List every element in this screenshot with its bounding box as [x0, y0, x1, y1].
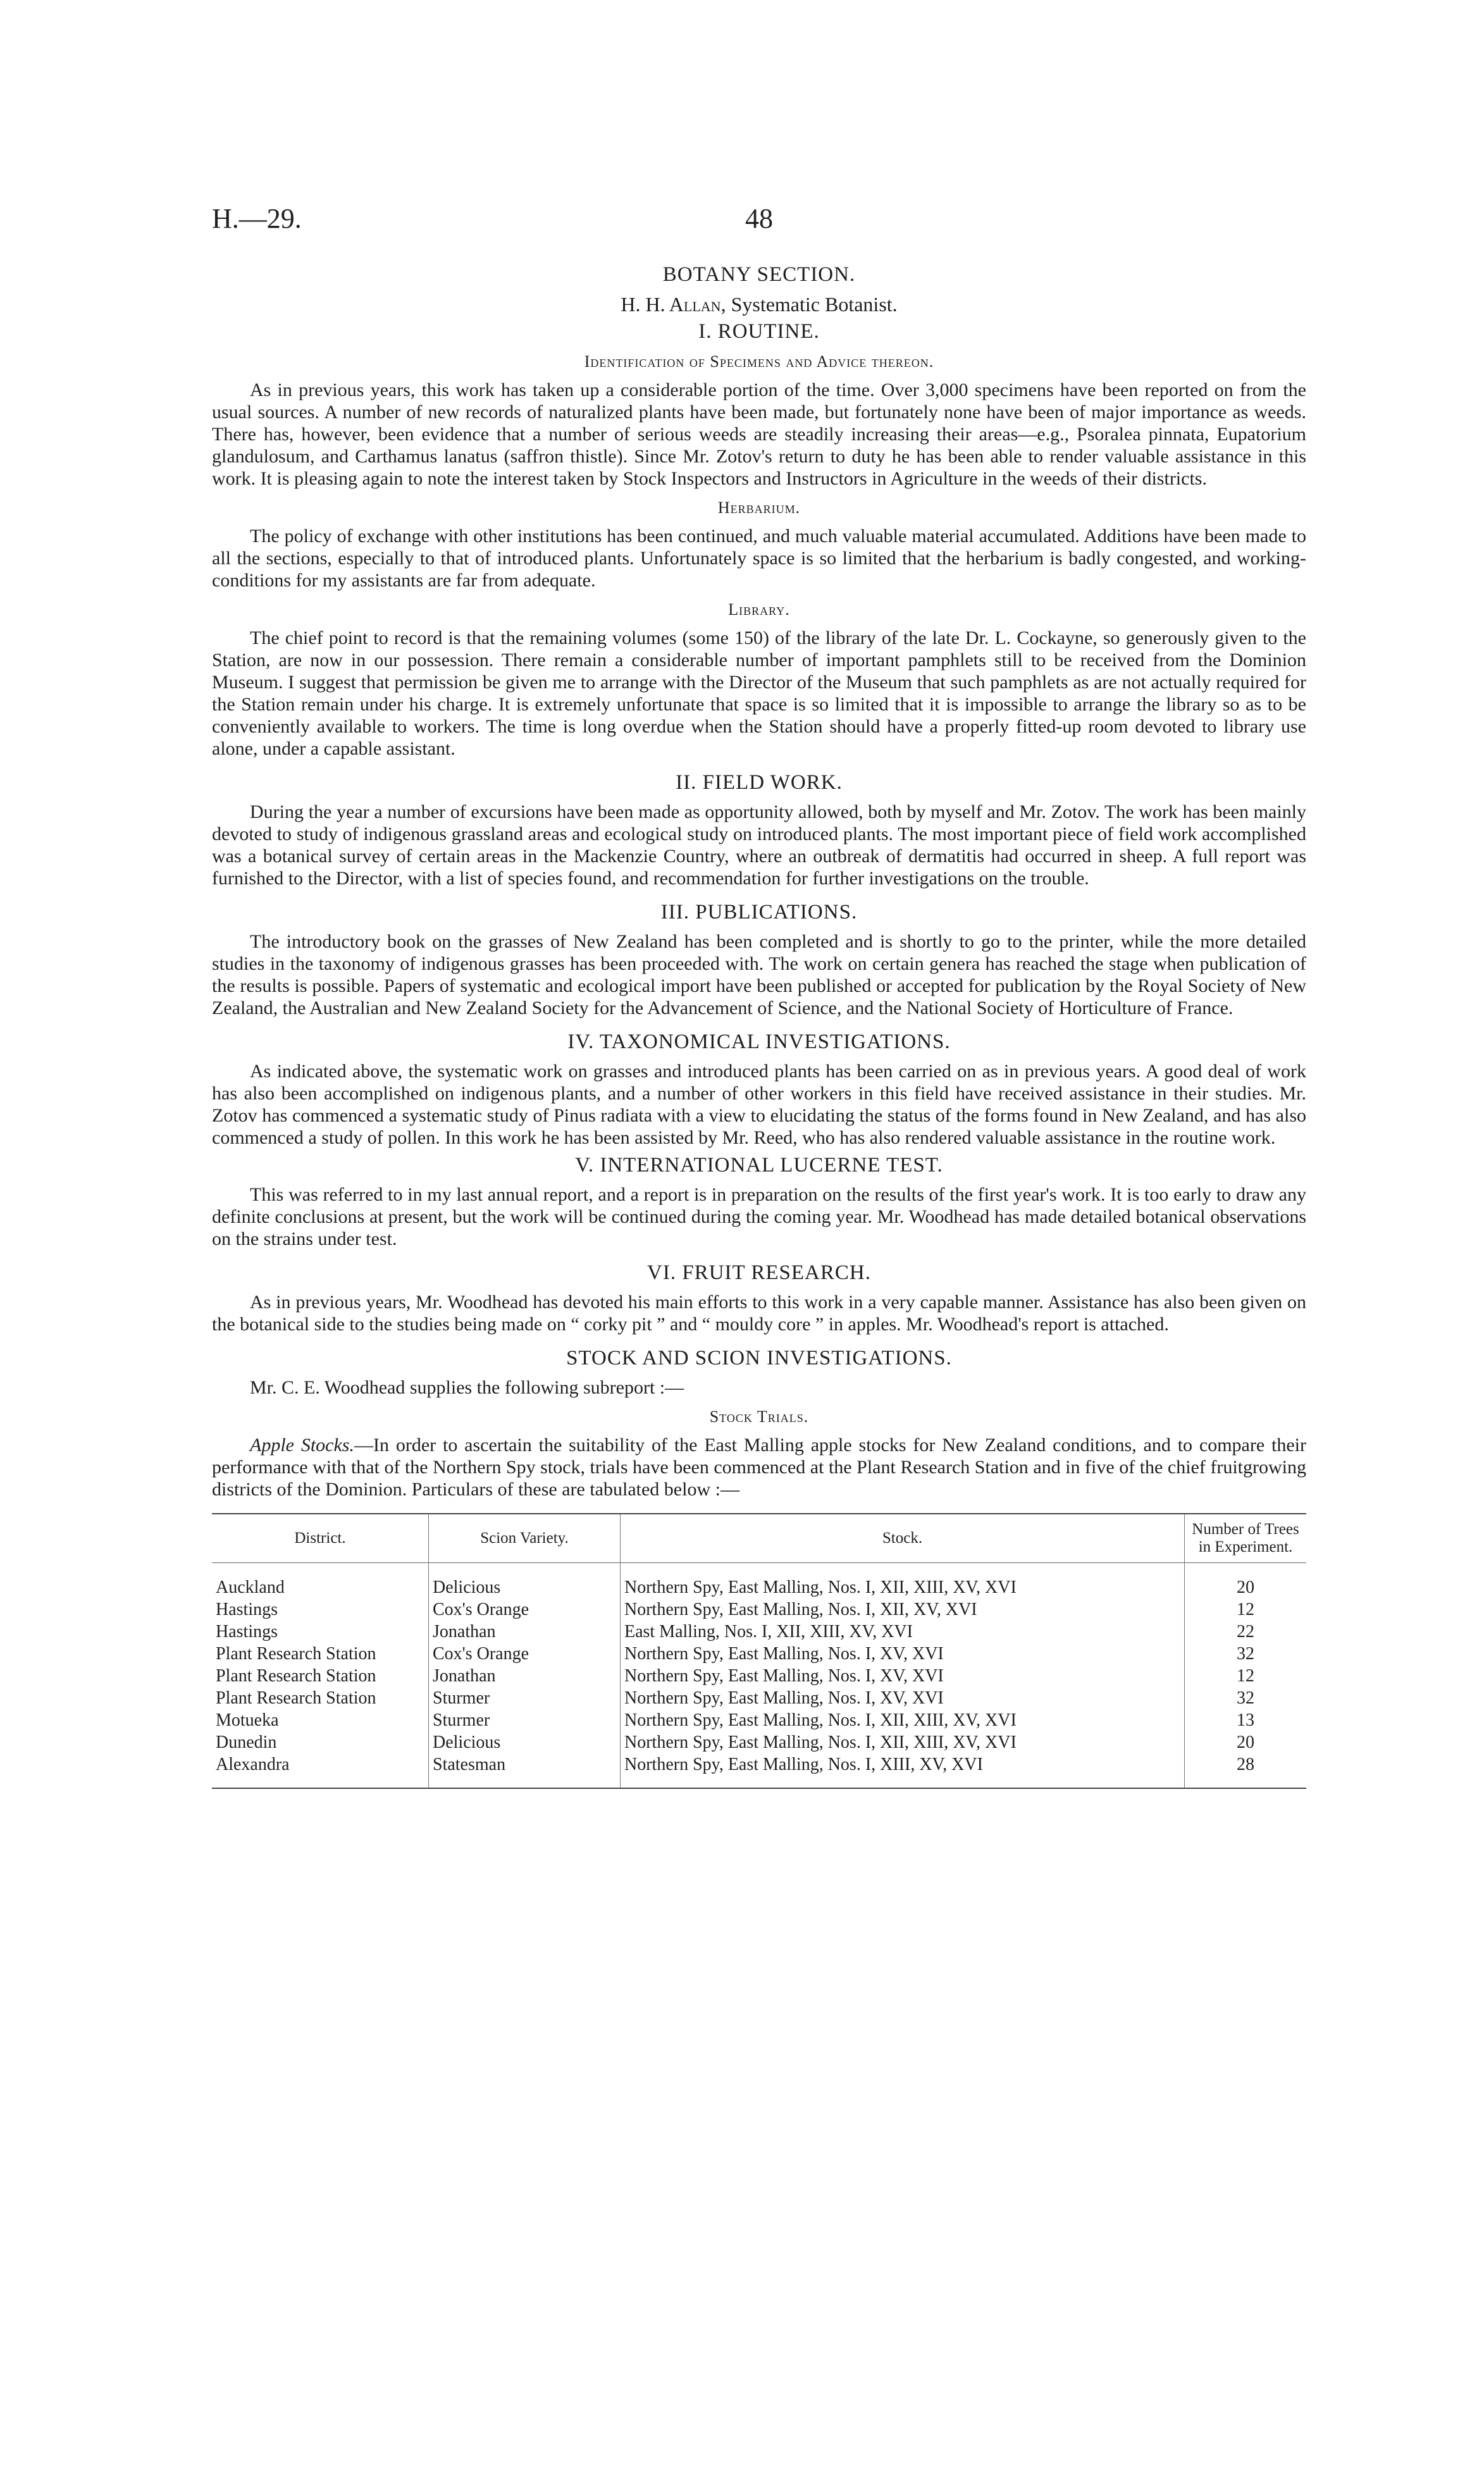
fruit-research-heading: VI. FRUIT RESEARCH.	[647, 1261, 871, 1284]
cell-stock: East Malling, Nos. I, XII, XIII, XV, XVI	[621, 1621, 1185, 1643]
author-name: H. H. Allan	[621, 293, 721, 316]
table-row	[212, 1643, 1306, 1665]
identification-subheading: Identification of Specimens and Advice thereon.	[584, 352, 934, 371]
table-row	[212, 1731, 1306, 1753]
cell-district: Hastings	[216, 1600, 278, 1619]
library-paragraph: The chief point to record is that the remaining volumes (some 150) of the library of the late Dr. L. Cockayne, so generously given to the Station, are now in our possession. There remain a considerable number of important pamphlets still to be received from the Dominion Museum. I suggest that permission be given me to arrange with the Director of the Museum that such pamphlets as are not actually required for the Station remain under his charge. It is extremely unfortunate that space is so limited that it is impossible to arrange the library so as to be conveniently available to workers. The time is long overdue when the Station should have a properly fitted-up room devoted to library use alone, under a capable assistant.	[212, 627, 1306, 759]
cell-stock: Northern Spy, East Malling, Nos. I, XV, XVI	[621, 1643, 1185, 1665]
cell-number: 20	[1185, 1563, 1307, 1599]
table-row	[212, 1563, 1306, 1599]
page-header	[212, 202, 1306, 247]
taxonomical-heading: IV. TAXONOMICAL INVESTIGATIONS.	[567, 1030, 951, 1053]
cell-scion: Cox's Orange	[429, 1643, 621, 1665]
apple-stocks-paragraph	[212, 1434, 1306, 1500]
publications-paragraph: The introductory book on the grasses of New Zealand has been completed and is shortly to go to the printer, while the more detailed studies in the taxonomy of indigenous grasses has been proceeded with. The work on certain genera has reached the stage when publication of the results is possible. Papers of systematic and ecological import have been published or accepted for publication by the Royal Society of New Zealand, the Australian and New Zealand Society for the Advancement of Science, and the National Society of Horticulture of France.	[212, 931, 1306, 1018]
section-title: BOTANY SECTION.	[662, 263, 856, 286]
cell-district: Alexandra	[212, 1753, 429, 1788]
stock-trials-table	[212, 1513, 1306, 1789]
fruit-research-paragraph: As in previous years, Mr. Woodhead has devoted his main efforts to this work in a very capable manner. Assistance has also been given on the botanical side to the studies being made on “ corky pit ” and “ mouldy core ” in apples. Mr. Woodhead's report is attached.	[212, 1292, 1306, 1335]
herbarium-paragraph: The policy of exchange with other institutions has been continued, and much valuable material accumulated. Additions have been made to all the sections, especially to that of introduced plants. Unfortunately space is so limited that the herbarium is badly congested, and working-conditions for my assistants are far from adequate.	[212, 526, 1306, 591]
cell-stock: Northern Spy, East Malling, Nos. I, XIII, XV, XVI	[621, 1753, 1185, 1788]
field-work-heading: II. FIELD WORK.	[676, 771, 843, 794]
table-header-row	[212, 1514, 1306, 1563]
cell-number: 32	[1185, 1643, 1307, 1665]
cell-district: Auckland	[216, 1578, 285, 1597]
cell-stock: Northern Spy, East Malling, Nos. I, XII, XIII, XV, XVI	[621, 1709, 1185, 1731]
apple-stocks-lead: Apple Stocks.	[250, 1435, 354, 1456]
taxonomical-paragraph: As indicated above, the systematic work on grasses and introduced plants has been carried on as in previous years. A good deal of work has also been accomplished on indigenous plants, and a number of other workers in this field have received assistance in their studies. Mr. Zotov has commenced a systematic study of Pinus radiata with a view to elucidating the status of the forms found in New Zealand, and has also commenced a study of pollen. In this work he has been assisted by Mr. Reed, who has also rendered valuable assistance in the routine work.	[212, 1061, 1306, 1148]
cell-scion: Statesman	[429, 1753, 621, 1788]
cell-stock: Northern Spy, East Malling, Nos. I, XII, XIII, XV, XVI	[621, 1563, 1185, 1599]
table-row	[212, 1665, 1306, 1687]
stock-scion-heading: STOCK AND SCION INVESTIGATIONS.	[566, 1347, 952, 1369]
cell-number: 13	[1185, 1709, 1307, 1731]
cell-number: 12	[1185, 1665, 1307, 1687]
header-number-of-trees: Number of Trees in Experiment.	[1185, 1514, 1307, 1563]
header-stock: Stock.	[621, 1514, 1185, 1563]
cell-stock: Northern Spy, East Malling, Nos. I, XII, XIII, XV, XVI	[621, 1731, 1185, 1753]
cell-scion: Jonathan	[429, 1621, 621, 1643]
document-page	[212, 202, 1306, 1789]
table-row	[212, 1687, 1306, 1709]
author-line	[212, 293, 1306, 316]
table-row	[212, 1753, 1306, 1788]
document-reference: H.—29.	[212, 203, 302, 234]
subreport-intro: Mr. C. E. Woodhead supplies the following subreport :—	[250, 1377, 684, 1398]
cell-scion: Sturmer	[429, 1709, 621, 1731]
apple-stocks-text: —In order to ascertain the suitability of the East Malling apple stocks for New Zealand conditions, and to compare their performance with that of the Northern Spy stock, trials have been commenced at the Plant Research Station and in five of the chief fruitgrowing districts of the Dominion. Particulars of these are tabulated below :—	[212, 1435, 1306, 1500]
cell-district: Plant Research Station	[216, 1666, 376, 1686]
stock-trials-subheading: Stock Trials.	[709, 1407, 809, 1426]
identification-paragraph: As in previous years, this work has taken up a considerable portion of the time. Over 3,000 specimens have been reported on from the usual sources. A number of new records of naturalized plants have been made, but fortunately none have been of major importance as weeds. There has, however, been evidence that a number of serious weeds are steadily increasing their areas—e.g., Psoralea pinnata, Eupatorium glandulosum, and Carthamus lanatus (saffron thistle). Since Mr. Zotov's return to duty he has been able to render valuable assistance in this work. It is pleasing again to note the interest taken by Stock Inspectors and Instructors in Agriculture in the weeds of their districts.	[212, 380, 1306, 489]
cell-district: Hastings	[216, 1622, 278, 1641]
cell-district: Plant Research Station	[216, 1644, 376, 1664]
cell-number: 32	[1185, 1687, 1307, 1709]
cell-number: 20	[1185, 1731, 1307, 1753]
cell-stock: Northern Spy, East Malling, Nos. I, XV, XVI	[621, 1687, 1185, 1709]
cell-scion: Delicious	[429, 1563, 621, 1599]
table-row	[212, 1621, 1306, 1643]
table-row	[212, 1709, 1306, 1731]
cell-district: Dunedin	[216, 1733, 277, 1752]
cell-district: Motueka	[216, 1710, 279, 1730]
cell-district: Plant Research Station	[216, 1688, 376, 1708]
cell-scion: Cox's Orange	[429, 1598, 621, 1621]
cell-stock: Northern Spy, East Malling, Nos. I, XII, XV, XVI	[621, 1598, 1185, 1621]
field-work-paragraph: During the year a number of excursions have been made as opportunity allowed, both by myself and Mr. Zotov. The work has been mainly devoted to study of indigenous grassland areas and ecological study on introduced plants. The most important piece of field work accomplished was a botanical survey of certain areas in the Mackenzie Country, where an outbreak of dermatitis had occurred in sheep. A full report was furnished to the Director, with a list of species found, and recommendation for further investigations on the trouble.	[212, 801, 1306, 889]
cell-stock: Northern Spy, East Malling, Nos. I, XV, XVI	[621, 1665, 1185, 1687]
author-role: , Systematic Botanist.	[720, 293, 898, 316]
lucerne-paragraph: This was referred to in my last annual report, and a report is in preparation on the results of the first year's work. It is too early to draw any definite conclusions at present, but the work will be continued during the coming year. Mr. Woodhead has made detailed botanical observations on the strains under test.	[212, 1184, 1306, 1249]
cell-number: 22	[1185, 1621, 1307, 1643]
cell-number: 28	[1185, 1753, 1307, 1788]
cell-number: 12	[1185, 1598, 1307, 1621]
cell-scion: Delicious	[429, 1731, 621, 1753]
cell-scion: Jonathan	[429, 1665, 621, 1687]
header-district: District.	[212, 1514, 429, 1563]
lucerne-heading: V. INTERNATIONAL LUCERNE TEST.	[575, 1154, 943, 1177]
publications-heading: III. PUBLICATIONS.	[660, 901, 858, 924]
page-number: 48	[745, 203, 773, 234]
header-scion-variety: Scion Variety.	[429, 1514, 621, 1563]
table-row	[212, 1598, 1306, 1621]
routine-heading: I. ROUTINE.	[698, 320, 820, 343]
herbarium-subheading: Herbarium.	[717, 498, 801, 517]
library-subheading: Library.	[728, 600, 790, 619]
cell-scion: Sturmer	[429, 1687, 621, 1709]
